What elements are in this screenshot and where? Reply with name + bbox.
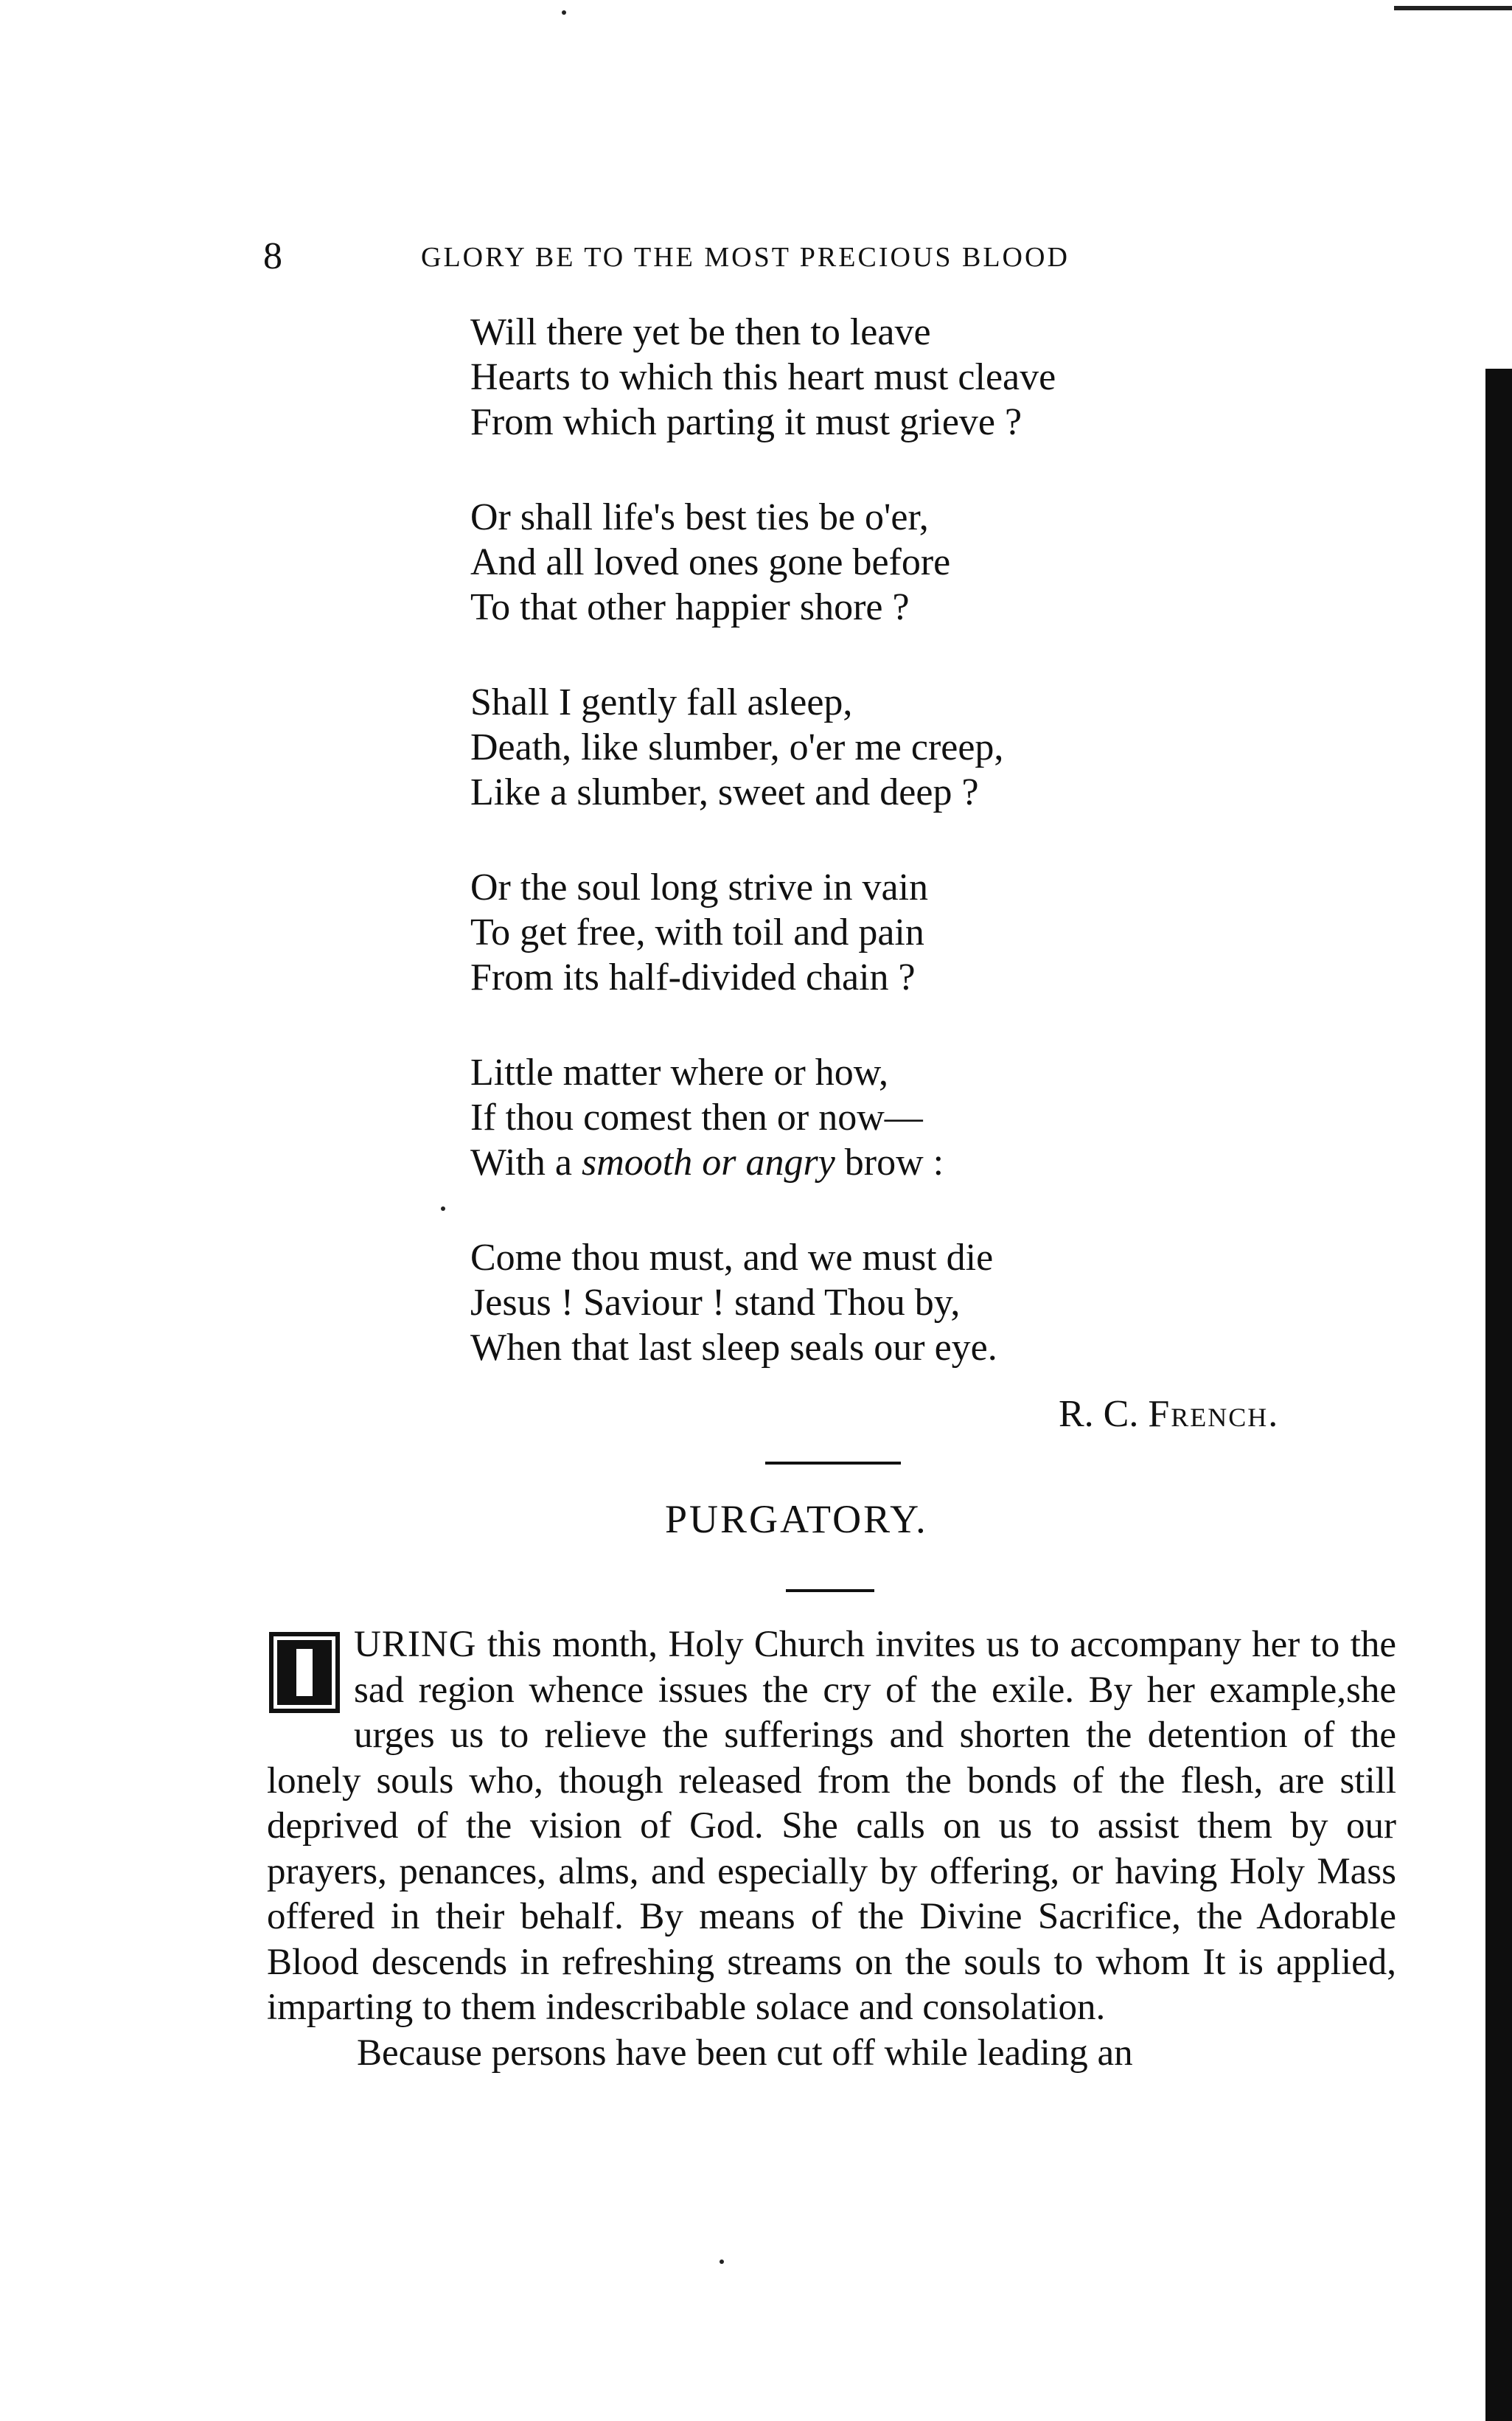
poem-author <box>1059 1392 1279 1437</box>
dropcap-ornament <box>267 1631 344 1714</box>
section-divider <box>765 1462 901 1465</box>
poem-line: Or the soul long strive in vain <box>470 866 929 909</box>
poem-line: From which parting it must grieve ? <box>470 401 1022 443</box>
poem-line: Come thou must, and we must die <box>470 1237 994 1279</box>
author-surname: French. <box>1148 1393 1280 1435</box>
poem-stanza-5 <box>470 1050 1384 1185</box>
poem-line: And all loved ones gone before <box>470 541 951 583</box>
poem-line: Little matter where or how, <box>470 1052 888 1094</box>
poem-stanza-6 <box>470 1235 1384 1370</box>
dropcap-letter <box>273 1633 352 1715</box>
prose-body <box>267 1622 1396 2076</box>
poem-line: Death, like slumber, o'er me creep, <box>470 726 1004 768</box>
opening-caps: URING <box>354 1624 477 1665</box>
top-edge-rule <box>1394 6 1512 10</box>
running-title: GLORY BE TO THE MOST PRECIOUS BLOOD <box>421 242 1070 273</box>
poem-line: Like a slumber, sweet and deep ? <box>470 771 979 813</box>
poem-line-prefix: With a <box>470 1142 582 1184</box>
page-edge-shadow <box>1485 369 1512 2421</box>
poem-line-suffix: brow : <box>835 1142 944 1184</box>
section-title: PURGATORY. <box>665 1497 928 1541</box>
author-initials: R. C. <box>1059 1393 1149 1435</box>
poem-line: Will there yet be then to leave <box>470 311 931 353</box>
poem-line-italic: smooth or angry <box>581 1142 835 1184</box>
poem-line <box>470 1140 1384 1185</box>
paragraph-1 <box>267 1622 1396 2031</box>
paragraph-2: Because persons have been cut off while leading an <box>357 2032 1133 2074</box>
print-speck <box>562 10 566 15</box>
poem-stanza-2 <box>470 495 1384 630</box>
print-speck <box>441 1206 445 1211</box>
poem-line: When that last sleep seals our eye. <box>470 1327 997 1369</box>
poem-stanza-4 <box>470 865 1384 1000</box>
title-divider <box>786 1589 874 1592</box>
poem <box>470 310 1384 1420</box>
page-number: 8 <box>263 235 282 277</box>
print-speck <box>720 2260 724 2264</box>
poem-stanza-3 <box>470 680 1384 815</box>
poem-line: To that other happier shore ? <box>470 586 910 628</box>
paragraph-1-text: this month, Holy Church invites us to accompany her to the sad region whence issues the cry of the exile. By her example,she urges us to relieve the sufferings and shorten the detention of the lonely souls who, though released from the bonds of the flesh, are still deprived of the vision of God. She calls on us to assist them by our prayers, penances, alms, and especially by offering, or having Holy Mass offered in their behalf. By means of the Divine Sacrifice, the Adorable Blood descends in refreshing streams on the souls to whom It is applied, imparting to them indescribable solace and consolation. <box>267 1624 1396 2028</box>
poem-line: Jesus ! Saviour ! stand Thou by, <box>470 1282 961 1324</box>
poem-line: Hearts to which this heart must cleave <box>470 356 1056 398</box>
poem-line: Or shall life's best ties be o'er, <box>470 496 929 538</box>
poem-line: If thou comest then or now— <box>470 1097 923 1139</box>
poem-line: From its half-divided chain ? <box>470 956 916 998</box>
poem-line: To get free, with toil and pain <box>470 911 924 954</box>
poem-stanza-1 <box>470 310 1384 445</box>
poem-line: Shall I gently fall asleep, <box>470 681 853 723</box>
page-header <box>263 235 1222 279</box>
